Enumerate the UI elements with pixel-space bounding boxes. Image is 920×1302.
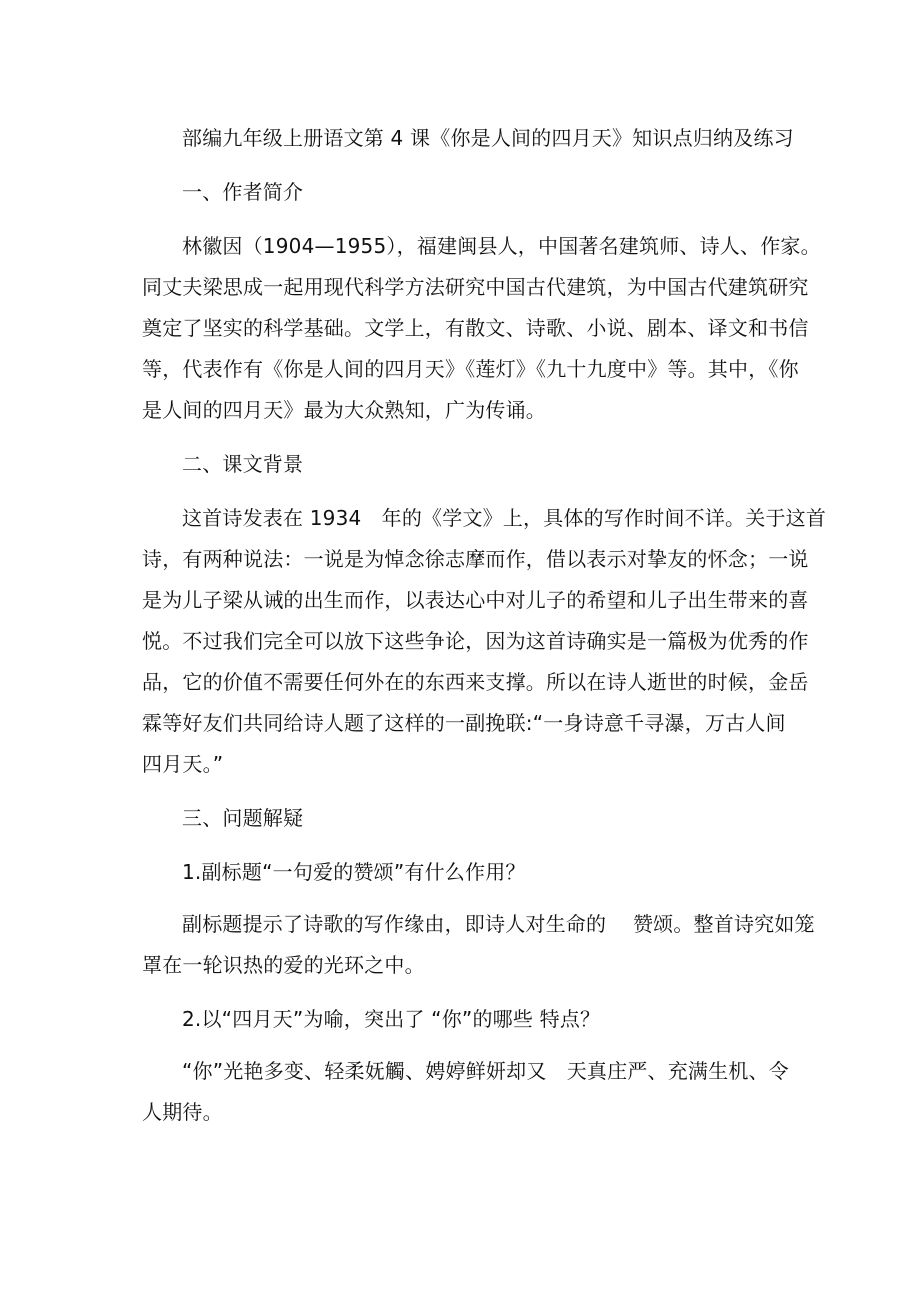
answer-line: 人期待。 [142,1100,223,1124]
paragraph-line: 这首诗发表在 1934 年的《学文》上，具体的写作时间不详。关于这首 [182,506,827,530]
paragraph-line: 霖等好友们共同给诗人题了这样的一副挽联:“一身诗意千寻瀑，万古人间 [142,711,786,735]
paragraph-line: 诗，有两种说法：一说是为悼念徐志摩而作，借以表示对挚友的怀念；一说 [142,547,809,571]
paragraph-line: 悦。不过我们完全可以放下这些争论，因为这首诗确实是一篇极为优秀的作 [142,629,809,653]
document-title: 部编九年级上册语文第 4 课《你是人间的四月天》知识点归纳及练习 [182,126,794,150]
paragraph-line: 是为儿子梁从诫的出生而作，以表达心中对儿子的希望和儿子出生带来的喜 [142,588,809,612]
paragraph-line: 四月天。” [142,752,224,776]
answer-line: 罩在一轮识热的爱的光环之中。 [142,953,425,977]
section-heading-questions: 三、问题解疑 [182,806,304,830]
paragraph-line: 奠定了坚实的科学基础。文学上，有散文、诗歌、小说、剧本、译文和书信 [142,316,809,340]
question-1: 1.副标题“一句爱的赞颂”有什么作用？ [182,860,526,884]
paragraph-line: 同丈夫梁思成一起用现代科学方法研究中国古代建筑，为中国古代建筑研究 [142,275,809,299]
paragraph-line: 等，代表作有《你是人间的四月天》《莲灯》《九十九度中》等。其中，《你 [142,357,799,381]
answer-line: “你”光艳多变、轻柔妩觸、娉婷鲜妍却又 天真庄严、充满生机、令 [182,1059,789,1083]
section-heading-author: 一、作者简介 [182,180,304,204]
question-2: 2.以“四月天”为喻，突出了 “你”的哪些 特点？ [182,1007,601,1031]
paragraph-line: 是人间的四月天》最为大众熟知，广为传诵。 [142,398,546,422]
answer-line: 副标题提示了诗歌的写作缘由，即诗人对生命的 赞颂。整首诗究如笼 [182,912,815,936]
paragraph-line: 品，它的价值不需要任何外在的东西来支撑。所以在诗人逝世的时候，金岳 [142,670,809,694]
paragraph-line: 林徽因（1904—1955），福建闽县人，中国著名建筑师、诗人、作家。 [182,234,821,258]
section-heading-background: 二、课文背景 [182,452,304,476]
document-body [142,118,827,1133]
